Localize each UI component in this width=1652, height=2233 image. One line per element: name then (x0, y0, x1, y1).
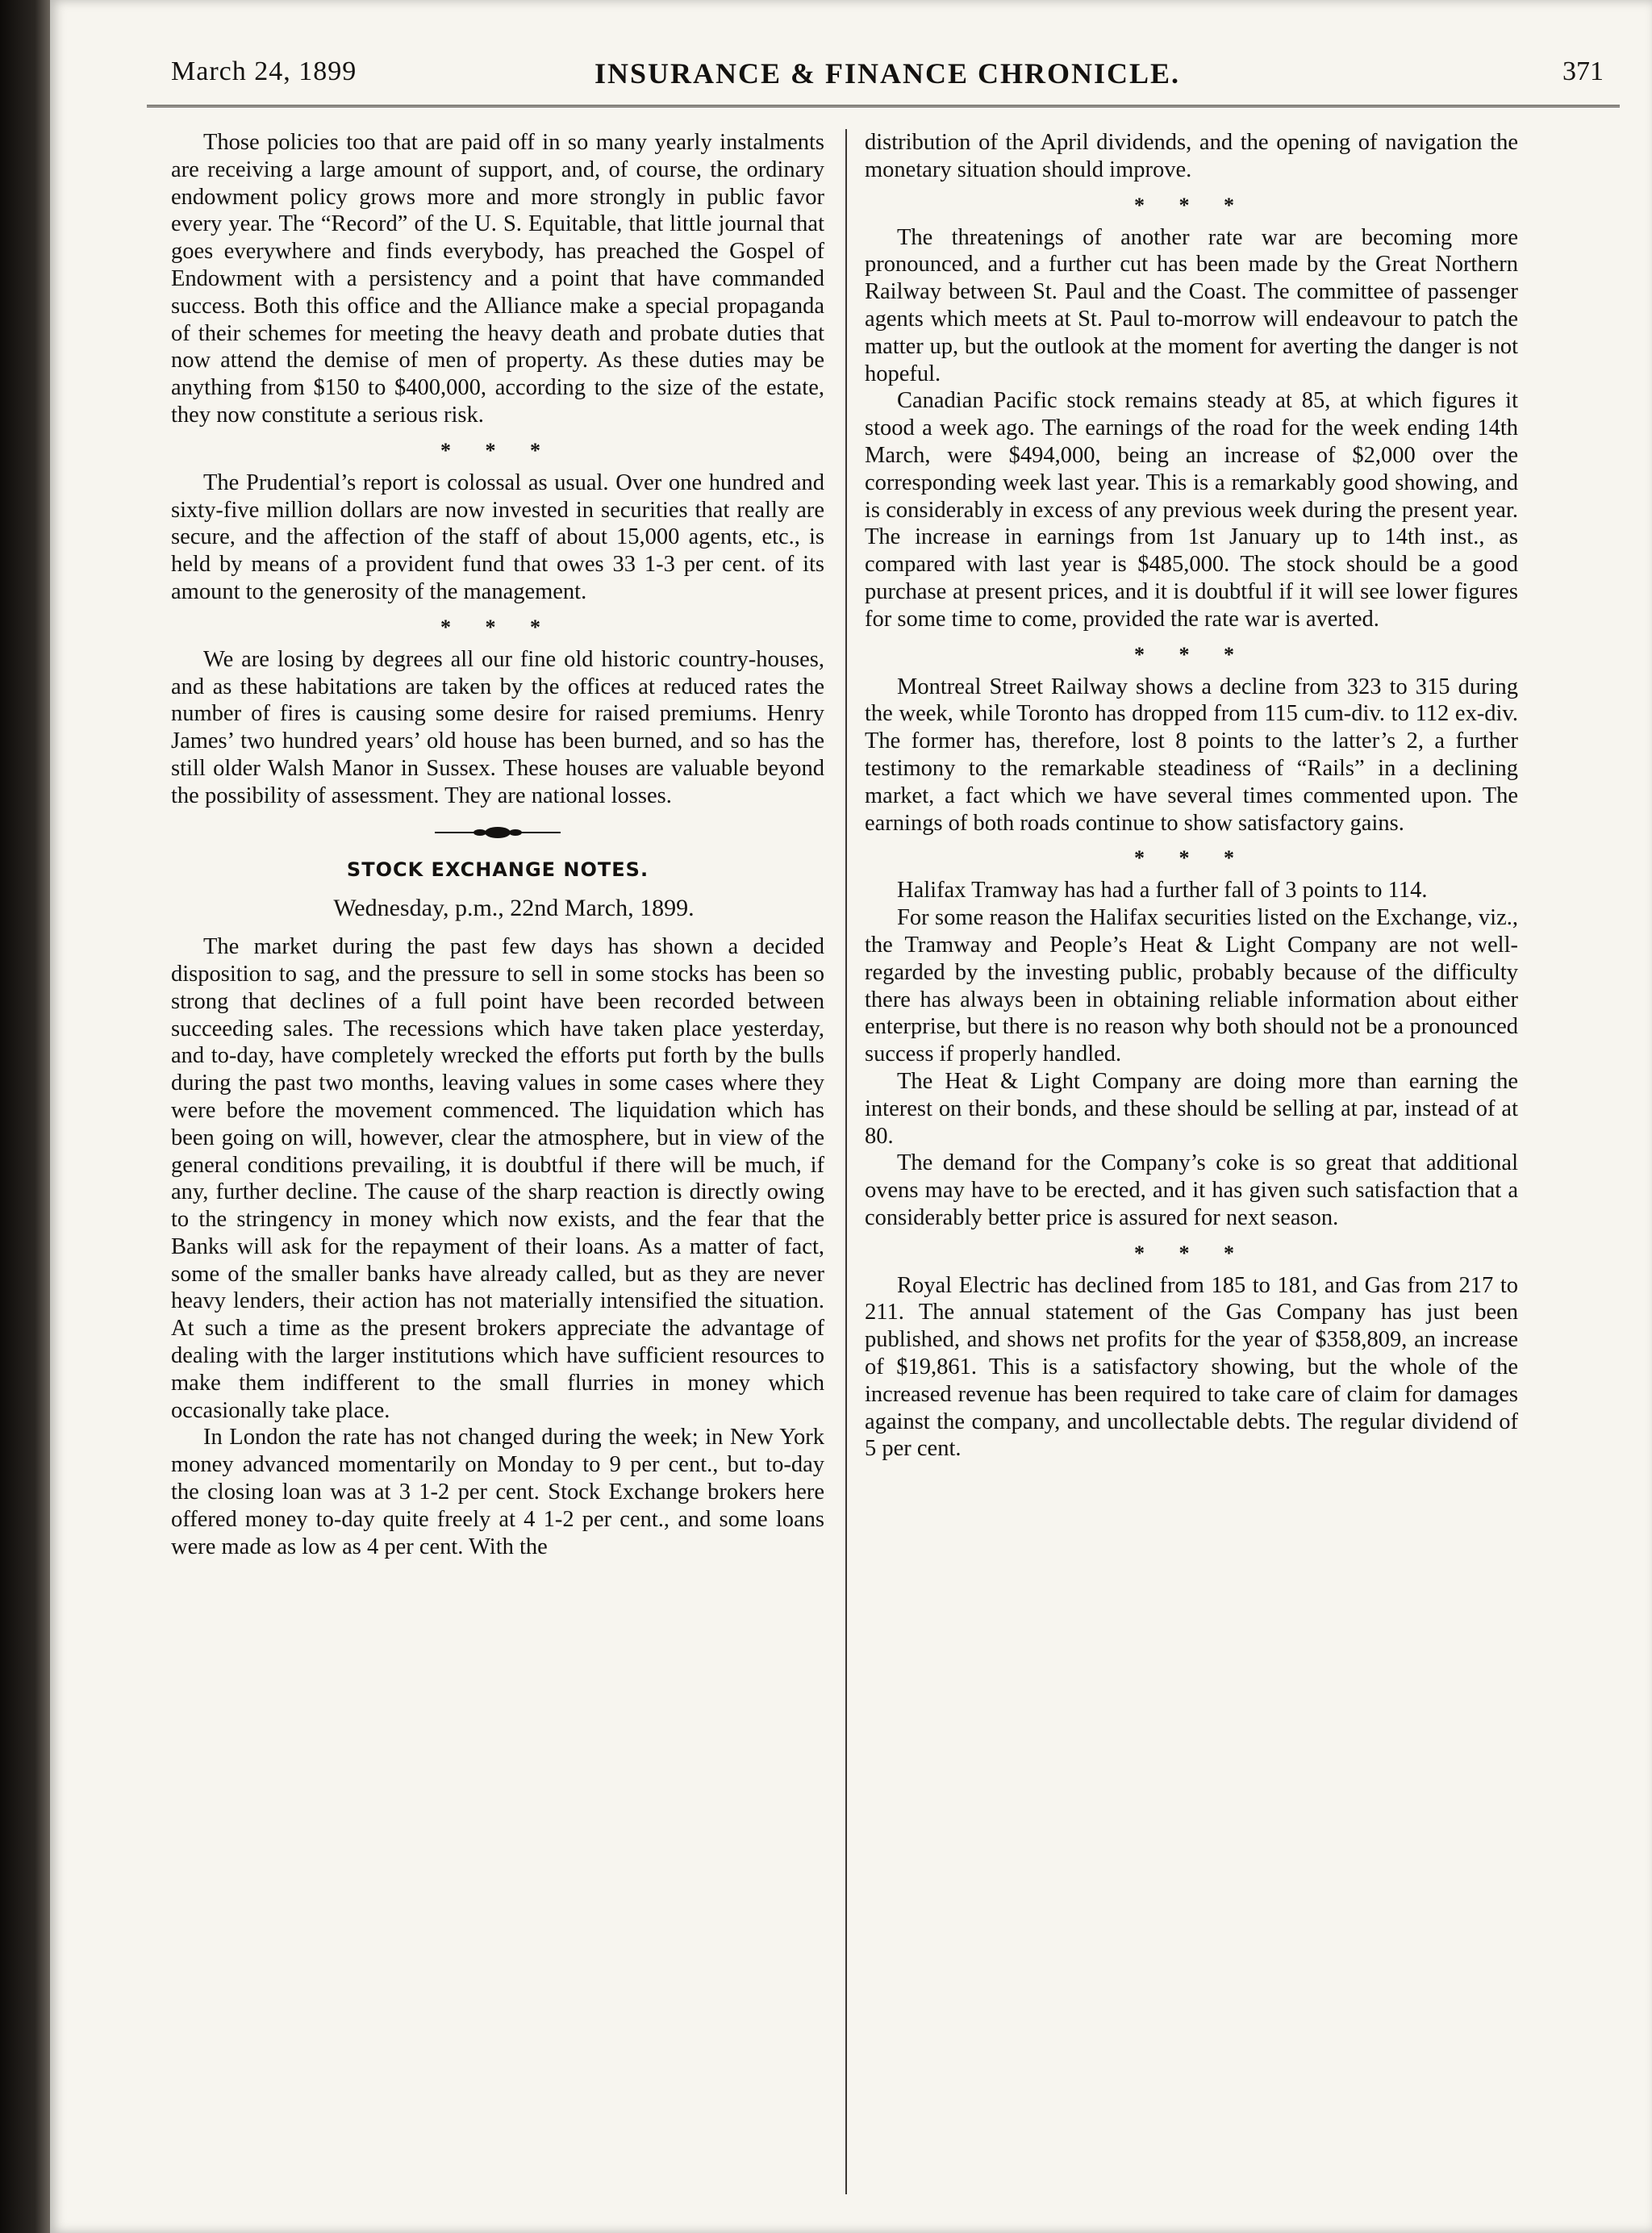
header-rule (147, 105, 1620, 111)
section-separator: * * * (1134, 642, 1249, 666)
paragraph: In London the rate has not changed during the week; in New York money advanced momentarily on Monday to 9 per cent., but to-day the closing loan was at 3 1-2 per cent. Stock Exchange brokers here offered money to-day quite freely at 4 1-2 per cent., and some loans were made as low as 4 per cent. With the (171, 1425, 824, 1559)
dateline: Wednesday, p.m., 22nd March, 1899. (333, 895, 695, 922)
section-separator: * * * (440, 615, 555, 639)
column-divider (845, 129, 847, 2194)
section-separator: * * * (1134, 846, 1249, 870)
page-header (171, 56, 1604, 105)
paragraph: The Prudential’s report is colossal as usual. Over one hundred and sixty-five million dollars are now invested in securities that really are secure, and the affection of the staff of about 15,000 agents, etc., is held by means of a provident fund that owes 33 1-3 per cent. of its amount to the generosity of the management. (171, 470, 824, 604)
paragraph: The Heat & Light Company are doing more than earning the interest on their bonds, and these should be selling at par, instead of at 80. (865, 1068, 1518, 1149)
header-date: March 24, 1899 (171, 56, 357, 86)
paragraph: We are losing by degrees all our fine old historic country-houses, and as these habitations are taken by the offices at reduced rates the number of fires is causing some desire for raised premiums. Henry James’ two hundred years’ old house has been burned, and so has the still older Walsh Manor in Sussex. These houses are valuable beyond the possibility of assessment. They are national losses. (171, 646, 824, 808)
paragraph: distribution of the April dividends, and the opening of navigation the monetary situation should improve. (865, 130, 1518, 182)
paragraph: Halifax Tramway has had a further fall of 3 points to 114. (897, 878, 1428, 904)
section-separator: * * * (1134, 193, 1249, 217)
paragraph: The demand for the Company’s coke is so great that additional ovens may have to be erected, and it has given such satisfaction that a considerably better price is assured for next season. (865, 1150, 1518, 1230)
paragraph: The threatenings of another rate war are becoming more pronounced, and a further cut has been made by the Great Northern Railway between St. Paul and the Coast. The committee of passenger agents which meets at St. Paul to-morrow will endeavour to patch the matter up, but the outlook at the moment for averting the danger is not hopeful. (865, 224, 1518, 386)
publication-title: INSURANCE & FINANCE CHRONICLE. (594, 57, 1181, 90)
paragraph: Those policies too that are paid off in so many yearly instalments are receiving a large amount of support, and, of course, the ordinary endowment policy grows more and more strongly in public favor every year. The “Record” of the U. S. Equitable, that little journal that goes everywhere and finds everybody, has preached the Gospel of Endowment with a persistency and a point that have commanded success. Both this office and the Alliance make a special propaganda of their schemes for meeting the heavy death and probate duties that now attend the demise of men of property. As these duties may be anything from $150 to $400,000, according to the size of the estate, they now constitute a serious risk. (171, 130, 824, 428)
paragraph: Royal Electric has declined from 185 to 181, and Gas from 217 to 211. The annual statement of the Gas Company has just been published, and shows net profits for the year of $358,809, an increase of $19,861. This is a satisfactory showing, but the whole of the increased revenue has been required to take care of claim for damages against the company, and uncollectable debts. The regular dividend of 5 per cent. (865, 1272, 1518, 1462)
paragraph: For some reason the Halifax securities listed on the Exchange, viz., the Tramway and People’s Heat & Light Company are not well-regarded by the investing public, probably because of the difficulty there has always been in obtaining reliable information about either enterprise, but there is no reason why both should not be a pronounced success if properly handled. (865, 905, 1518, 1067)
right-column (865, 129, 1518, 1463)
ornamental-divider (171, 821, 824, 842)
section-separator: * * * (1134, 1241, 1249, 1265)
newspaper-page (50, 0, 1652, 2233)
paragraph: Montreal Street Railway shows a decline from 323 to 315 during the week, while Toronto has dropped from 115 cum-div. to 112 ex-div. The former has, therefore, lost 8 points to the latter’s 2, a further testimony to the remarkable steadiness of “Rails” in a declining market, a fact which we have several times commented upon. The earnings of both roads continue to show satisfactory gains. (865, 674, 1518, 836)
left-column (171, 129, 824, 1560)
paragraph: Canadian Pacific stock remains steady at 85, at which figures it stood a week ago. The earnings of the road for the week ending 14th March, were $494,000, being an increase of $2,000 over the corresponding week last year. This is a remarkably good showing, and is considerably in excess of any previous week during the present year. The increase in earnings from 1st January up to 14th inst., as compared with last year is $485,000. The stock should be a good purchase at present prices, and it is doubtful if it will see lower figures for some time to come, provided the rate war is averted. (865, 388, 1518, 632)
section-separator: * * * (440, 438, 555, 462)
ornament-rule-icon (433, 824, 562, 841)
section-heading: STOCK EXCHANGE NOTES. (346, 858, 649, 881)
paragraph: The market during the past few days has shown a decided disposition to sag, and the pressure to sell in some stocks has been so strong that declines of a full point have been recorded between succeeding sales. The recessions which have taken place yesterday, and to-day, have completely wrecked the efforts put forth by the bulls during the past two months, leaving values in some cases where they were before the movement commenced. The liquidation which has been going on will, however, clear the atmosphere, but in view of the general conditions prevailing, it is doubtful if there will be much, if any, further decline. The cause of the sharp reaction is directly owing to the stringency in money which now exists, and the fear that the Banks will ask for the repayment of their loans. As a matter of fact, some of the smaller banks have already called, but as they are never heavy lenders, their action has not materially intensified the situation. At such a time as the present brokers appreciate the advantage of dealing with the larger institutions which have sufficient resources to make them indifferent to the small flurries in money which occasionally take place. (171, 934, 824, 1423)
scan-dark-edge (0, 0, 50, 2233)
page-number: 371 (1562, 56, 1604, 86)
